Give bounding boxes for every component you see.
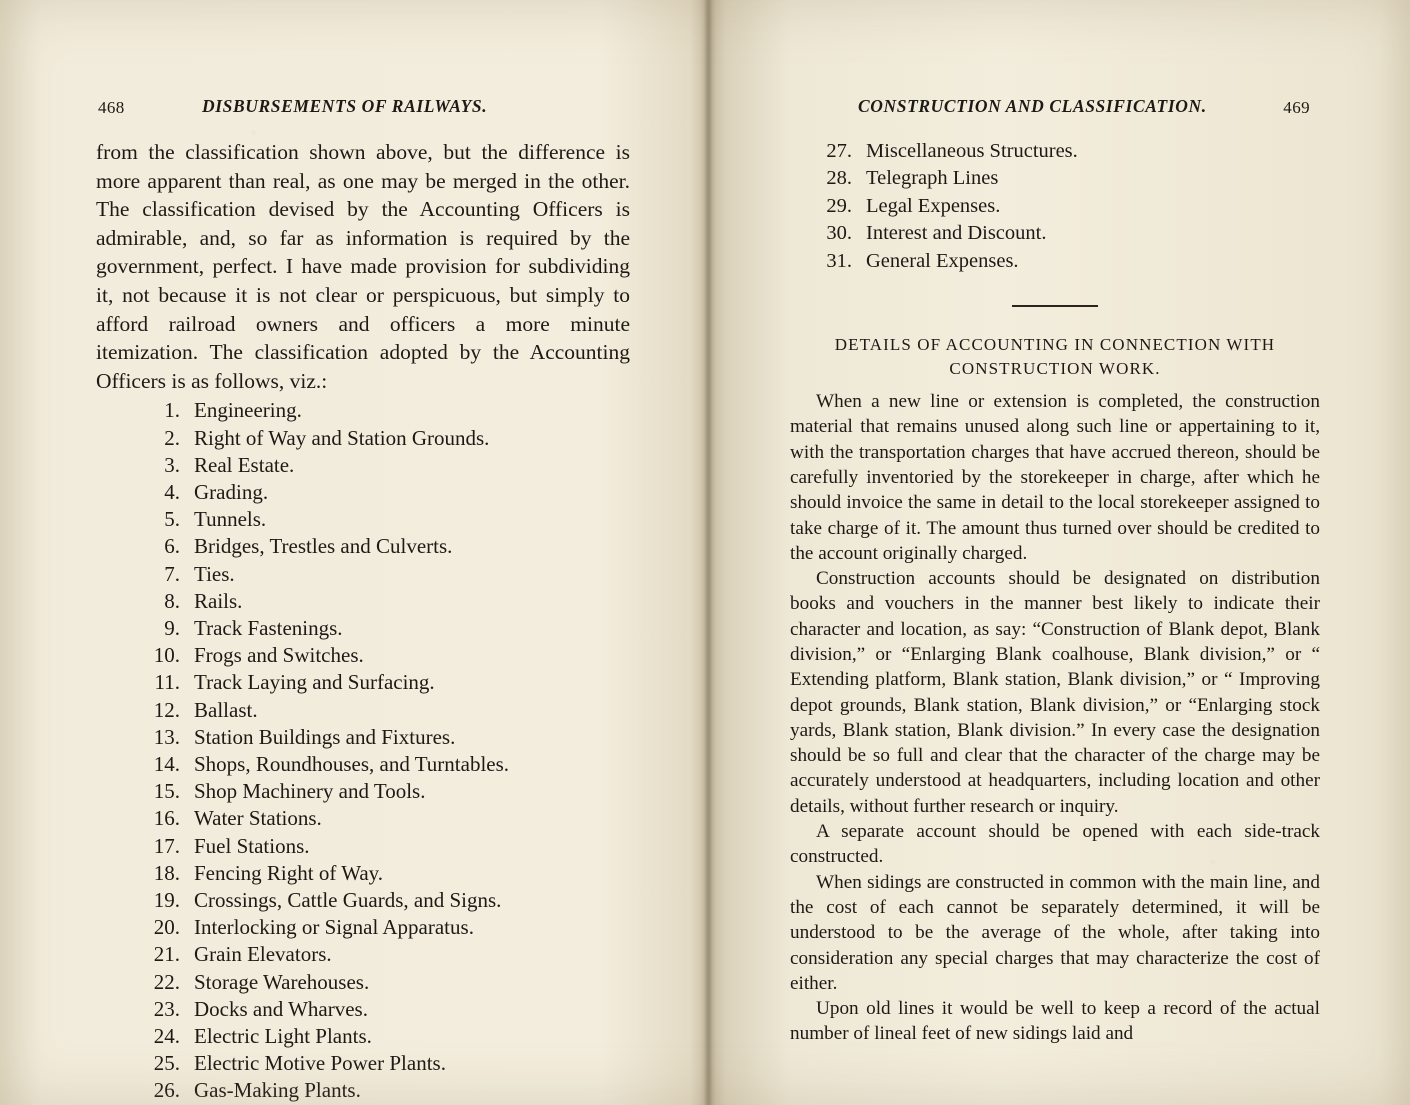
running-head-right: CONSTRUCTION AND CLASSIFICATION.	[858, 96, 1207, 116]
list-item	[96, 914, 630, 941]
list-item-number: 23.	[153, 996, 180, 1021]
list-item	[790, 165, 1320, 192]
list-item	[96, 941, 630, 968]
list-item-label: Bridges, Trestles and Culverts.	[194, 534, 453, 559]
list-item-label: Interest and Discount.	[866, 222, 1047, 245]
list-item	[96, 778, 630, 805]
list-item-label: Track Laying and Surfacing.	[194, 670, 435, 695]
list-item	[96, 452, 630, 479]
paragraph-1: When a new line or extension is completed, the construction material that remains unused along such line or appertaining to it, with the transportation charges that have accrued thereon, should be carefully inventoried by the storekeeper in charge, after which he should invoice the same in detail to the local storekeeper assigned to take charge of it. The amount thus turned over should be credited to the account originally charged.	[790, 391, 1320, 564]
list-item-number: 5.	[164, 507, 180, 532]
paragraph-2: Construction accounts should be designated on distribution books and vouchers in the manner best likely to indicate their character and location, as say: “Construction of Blank depot, Blank division,” or “Enlarging Blank coalhouse, Blank division,” or “ Extending platform, Blank station, Blank division,” or “ Improving depot grounds, Blank station, Blank division,” or “Enlarging stock yards, Blank station, Blank division.” In every case the designation should be so full and clear that the character of the charge may be accurately understood at headquarters, including location and other details, without further research or inquiry.	[790, 568, 1320, 817]
list-item	[96, 533, 630, 560]
list-item	[790, 138, 1320, 165]
list-item	[96, 397, 630, 424]
list-item-number: 31.	[826, 249, 852, 272]
list-item	[96, 669, 630, 696]
list-item-number: 10.	[153, 643, 180, 668]
list-item	[96, 860, 630, 887]
list-item-number: 24.	[153, 1024, 180, 1049]
list-item-label: Grain Elevators.	[194, 942, 332, 967]
running-head-left: DISBURSEMENTS OF RAILWAYS.	[202, 96, 488, 116]
paragraph-3: A separate account should be opened with each side-track constructed.	[790, 821, 1320, 868]
list-item-number: 7.	[164, 561, 180, 586]
list-item	[96, 615, 630, 642]
list-item-label: Storage Warehouses.	[194, 969, 370, 994]
page-right	[706, 0, 1410, 1105]
list-item-number: 9.	[164, 615, 180, 640]
list-item	[96, 969, 630, 996]
list-item-label: Engineering.	[194, 398, 302, 423]
list-item	[96, 1023, 630, 1050]
list-item	[790, 248, 1320, 275]
list-item-number: 28.	[826, 167, 852, 190]
page-number-left: 468	[98, 98, 125, 117]
list-item	[96, 724, 630, 751]
list-item-number: 8.	[164, 588, 180, 613]
list-item-label: Track Fastenings.	[194, 615, 343, 640]
list-item-number: 14.	[153, 751, 180, 776]
list-item-label: Legal Expenses.	[866, 194, 1001, 217]
list-item-number: 17.	[153, 833, 180, 858]
section-heading: DETAILS OF ACCOUNTING IN CONNECTION WITH CONSTRUCTION WORK.	[834, 335, 1276, 379]
list-item-label: Water Stations.	[194, 806, 322, 831]
page-number-right: 469	[1283, 98, 1310, 117]
paragraph-5: Upon old lines it would be well to keep a record of the actual number of lineal feet of new sidings laid and	[790, 998, 1320, 1045]
paragraph-4: When sidings are constructed in common with the main line, and the cost of each cannot be separately determined, it will be understood to be the average of the whole, after taking into consideration any special charges that may characterize the cost of either.	[790, 871, 1320, 994]
list-item	[790, 193, 1320, 220]
list-item-label: Ties.	[194, 561, 235, 586]
list-item-label: Gas-Making Plants.	[194, 1078, 361, 1103]
list-item-label: Shop Machinery and Tools.	[194, 779, 426, 804]
classification-list-right	[790, 138, 1320, 275]
list-item-label: General Expenses.	[866, 249, 1019, 272]
list-item	[96, 805, 630, 832]
list-item	[96, 642, 630, 669]
list-item-label: Miscellaneous Structures.	[866, 140, 1078, 162]
list-item	[96, 887, 630, 914]
list-item-number: 13.	[153, 724, 180, 749]
list-item-label: Grading.	[194, 479, 269, 504]
classification-list-left	[96, 397, 630, 1104]
list-item-number: 22.	[153, 969, 180, 994]
list-item-label: Electric Motive Power Plants.	[194, 1051, 446, 1076]
text-column-left	[96, 138, 630, 1105]
list-item	[96, 751, 630, 778]
list-item-number: 16.	[153, 806, 180, 831]
list-item	[96, 479, 630, 506]
list-item	[96, 561, 630, 588]
list-item-label: Frogs and Switches.	[194, 643, 364, 668]
list-item	[96, 1077, 630, 1104]
list-item-number: 29.	[826, 194, 852, 217]
list-item	[790, 220, 1320, 247]
text-column-right	[790, 138, 1320, 1047]
paragraph-continuation: from the classification shown above, but the difference is more apparent than real, as one may be merged in the other. The classification devised by the Accounting Officers is admirable, and, so far as information is required by the government, perfect. I have made provision for subdividing it, not because it is not clear or perspicuous, but simply to afford railroad owners and officers a more minute itemization. The classification adopted by the Accounting Officers is as follows, viz.:	[96, 140, 630, 393]
list-item	[96, 996, 630, 1023]
section-divider-rule	[1012, 305, 1098, 307]
list-item-number: 3.	[164, 452, 180, 477]
list-item	[96, 833, 630, 860]
list-item-number: 25.	[153, 1051, 180, 1076]
list-item-label: Right of Way and Station Grounds.	[194, 425, 490, 450]
list-item	[96, 425, 630, 452]
list-item-label: Docks and Wharves.	[194, 996, 368, 1021]
list-item-number: 1.	[164, 398, 180, 423]
list-item-label: Electric Light Plants.	[194, 1024, 372, 1049]
list-item-number: 4.	[164, 479, 180, 504]
list-item-label: Crossings, Cattle Guards, and Signs.	[194, 888, 502, 912]
list-item-label: Interlocking or Signal Apparatus.	[194, 915, 474, 940]
list-item-number: 11.	[154, 670, 180, 695]
list-item	[96, 697, 630, 724]
list-item-label: Telegraph Lines	[866, 167, 999, 190]
list-item-number: 6.	[164, 534, 180, 559]
list-item	[96, 1050, 630, 1077]
list-item-label: Fencing Right of Way.	[194, 860, 384, 885]
list-item-label: Shops, Roundhouses, and Turntables.	[194, 751, 510, 776]
list-item-label: Tunnels.	[194, 507, 267, 532]
list-item-number: 15.	[153, 779, 180, 804]
list-item	[96, 506, 630, 533]
list-item	[96, 588, 630, 615]
list-item-number: 26.	[153, 1078, 180, 1103]
list-item-number: 18.	[153, 860, 180, 885]
list-item-label: Fuel Stations.	[194, 833, 310, 858]
list-item-number: 2.	[164, 425, 180, 450]
list-item-number: 19.	[153, 888, 180, 912]
list-item-number: 21.	[153, 942, 180, 967]
list-item-number: 30.	[826, 222, 852, 245]
list-item-label: Rails.	[194, 588, 243, 613]
list-item-label: Real Estate.	[194, 452, 295, 477]
list-item-number: 27.	[826, 140, 852, 162]
list-item-label: Ballast.	[194, 697, 258, 722]
list-item-number: 20.	[153, 915, 180, 940]
list-item-label: Station Buildings and Fixtures.	[194, 724, 456, 749]
list-item-number: 12.	[153, 697, 180, 722]
